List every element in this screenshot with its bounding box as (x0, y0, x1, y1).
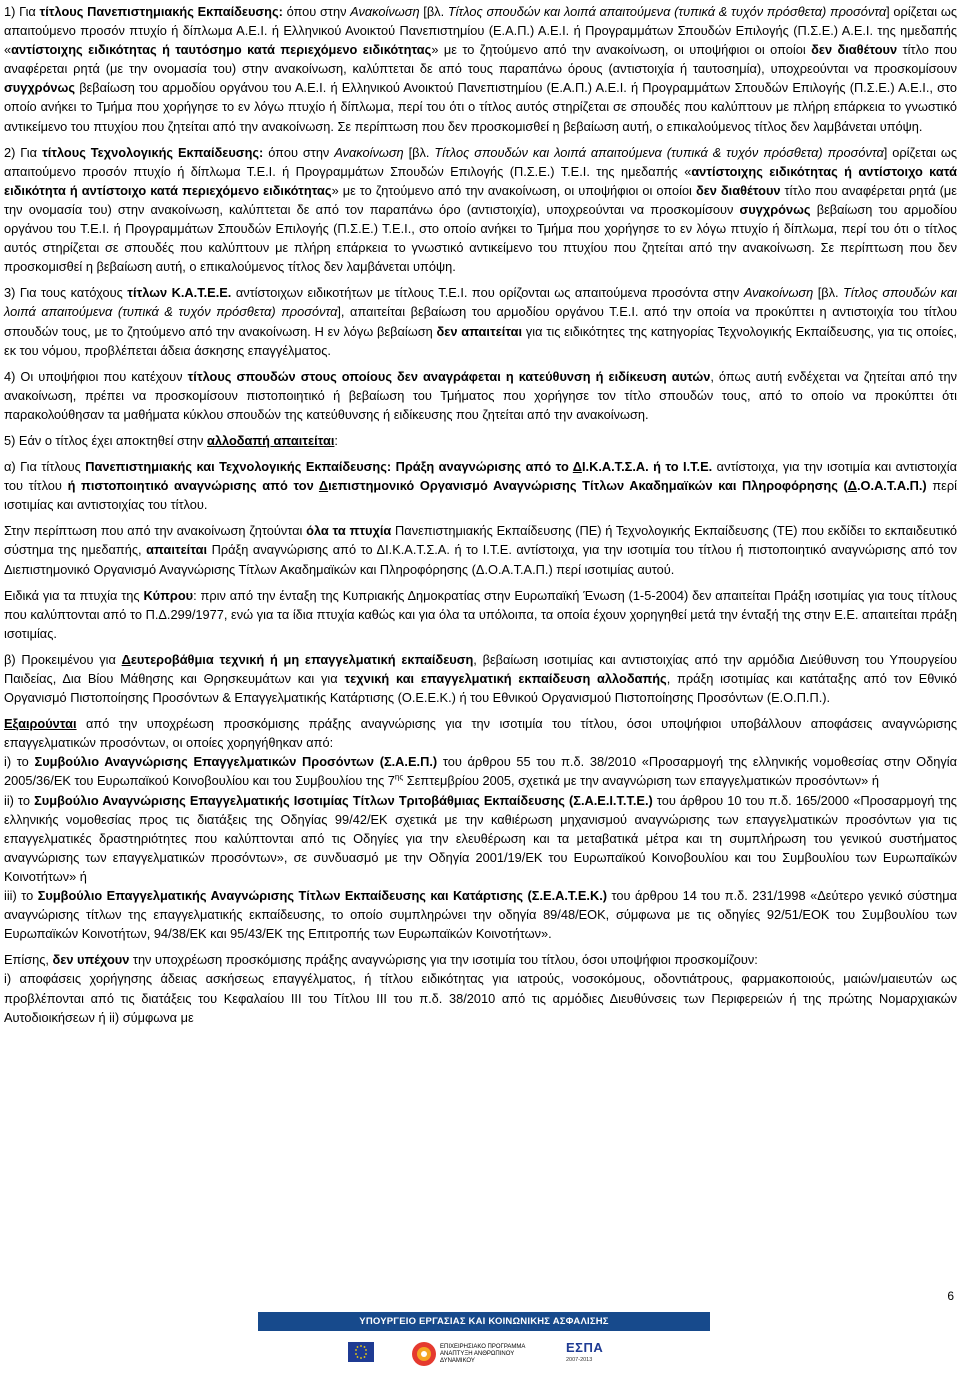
paragraph-saeitte: ii) το Συμβούλιο Αναγνώρισης Επαγγελματικής Ισοτιμίας Τίτλων Τριτοβάθμιας Εκπαίδευσης (Σ.Α.Ε.Ι.Τ.Τ.Ε.) του άρθρου 10 του π.δ. 165/2000 «Προσαρμογή της ελληνικής νομοθεσίας προς τις διατάξεις της Οδηγίας 99/42/ΕΚ σχετικά με την καθιέρωση μηχανισμού αναγνώρισης των επαγγελματικών προσόντων για τις επαγγελματικές δραστηριότητες που καλύπτονται από τις Οδηγίες για την ελευθέρωση και τα μεταβατικά μέτρα και τη συμπλήρωση του γενικού συστήματος αναγνώρισης των επαγγελματικών προσόντων», σε συνδυασμό με την Οδηγία 2001/19/ΕΚ του Ευρωπαϊκού Κοινοβουλίου και του Συμβουλίου των Ευρωπαϊκών Κοινοτήτων» ή (4, 792, 957, 884)
espa-subtitle: 2007-2013 (566, 1357, 593, 1363)
espa-logo (562, 1340, 648, 1368)
epan-logo-icon (410, 1340, 438, 1368)
espa-title: ΕΣΠΑ (566, 1340, 604, 1355)
paragraph-secondary-education: β) Προκειμένου για Δευτεροβάθμια τεχνική ή μη επαγγελματική εκπαίδευση, βεβαίωση ισοτιμίας και αντιστοιχίας από την αρμόδια Διεύθυνση του Υπουργείου Παιδείας, Δια Βίου Μάθησης και Θρησκευμάτων και για τεχνική και επαγγελματική εκπαίδευση αλλοδαπής, πράξη ισοτιμίας και κατάταξης από τον Εθνικό Οργανισμό Πιστοποίησης Προσόντων & Επαγγελματικής Κατάρτισης (Ο.Ε.Ε.Κ.) ή του Εθνικού Οργανισμού Πιστοποίησης Προσόντων (Ε.Ο.Π.Π.). (4, 651, 958, 706)
paragraph-katee-titles: 3) Για τους κατόχους τίτλων Κ.Α.Τ.Ε.Ε. αντίστοιχων ειδικοτήτων με τίτλους Τ.Ε.Ι. που ορίζονται ως απαιτούμενα προσόντα στην Ανακοίνωση [βλ. Τίτλος σπουδών και λοιπά απαιτούμενα (τυπικά & τυχόν πρόσθετα) προσόντα], απαιτείται βεβαίωση του αρμοδίου οργάνου Τ.Ε.Ι. από την οποία να προκύπτει η αντιστοιχία του τίτλου σπουδών τους, με το ζητούμενο από την ανακοίνωση. Η εν λόγω βεβαίωση δεν απαιτείται για τις ειδικότητες της κατηγορίας Τεχνολογικής Εκπαίδευσης, για τις οποίες, εκ του νόμου, προβλέπεται άδεια άσκησης επαγγέλματος. (4, 285, 958, 358)
paragraph-foreign-university: α) Για τίτλους Πανεπιστημιακής και Τεχνολογικής Εκπαίδευσης: Πράξη αναγνώρισης από το ΔΙ.Κ.Α.Τ.Σ.Α. ή το Ι.Τ.Ε. αντίστοιχα, για την ισοτιμία και αντιστοιχία του τίτλου ή πιστοποιητικό αναγνώρισης από τον Διεπιστημονικό Οργανισμό Αναγνώρισης Τίτλων Ακαδημαϊκών και Πληροφόρησης (Δ.Ο.Α.Τ.Α.Π.) περί ισοτιμίας και αντιστοιχίας του τίτλου. (4, 459, 958, 513)
paragraph-university-titles: 1) Για τίτλους Πανεπιστημιακής Εκπαίδευσης: όπου στην Ανακοίνωση [βλ. Τίτλος σπουδών και λοιπά απαιτούμενα (τυπικά & τυχόν πρόσθετα) προσόντα] ορίζεται ως απαιτούμενο προσόν πτυχίο ή δίπλωμα Α.Ε.Ι. ή Ελληνικού Ανοικτού Πανεπιστημίου (Ε.Α.Π.) Α.Ε.Ι. ή Προγραμμάτων Σπουδών Επιλογής (Π.Σ.Ε.) Α.Ε.Ι. της ημεδαπής «αντίστοιχης ειδικότητας ή ταυτόσημο κατά περιεχόμενο ειδικότητας» με το ζητούμενο από την ανακοίνωση, οι υποψήφιοι οι οποίοι δεν διαθέτουν τίτλο που αναφέρεται ρητά (με την ονομασία του) στην ανακοίνωση, καλύπτεται δε από τους παραπάνω όρους (αντιστοιχία ή ταυτοσημία), υποχρεούνται να προσκομίσουν συγχρόνως βεβαίωση του αρμοδίου οργάνου του Α.Ε.Ι. ή Ελληνικού Ανοικτού Πανεπιστημίου (Ε.Α.Π.) Α.Ε.Ι. ή Προγραμμάτων Σπουδών Επιλογής (Π.Σ.Ε.) Α.Ε.Ι., στο οποίο ανήκει το Τμήμα που χορήγησε το εν λόγω πτυχίο ή δίπλωμα, περί του ότι ο τίτλος αυτός στηρίζεται σε σπουδές που καλύπτουν με πλήρη επάρκεια το γνωστικό αντικείμενο του πτυχίου που ζητείται από την ανακοίνωση. Σε περίπτωση που δεν προσκομισθεί η βεβαίωση αυτή, ο επικαλούμενος τίτλος δεν λαμβάνεται υπόψη. (4, 4, 958, 134)
paragraph-seatek: iii) το Συμβούλιο Επαγγελματικής Αναγνώρισης Τίτλων Εκπαίδευσης και Κατάρτισης (Σ.Ε.Α.Τ.Ε.Κ.) του άρθρου 14 του π.δ. 231/1998 «Δεύτερο γενικό σύστημα αναγνώρισης τίτλων της επαγγελματικής εκπαίδευσης, το οποίο συμπληρώνει την οδηγία 89/48/ΕΟΚ, σύμφωνα με τις οδηγίες 92/51/ΕΟΚ του Συμβουλίου των Ευρωπαϊκών Κοινοτήτων, 94/38/ΕΚ και 95/43/ΕΚ της Επιτροπής των Ευρωπαϊκών Κοινοτήτων». (4, 888, 957, 942)
paragraph-saep: i) το Συμβούλιο Αναγνώρισης Επαγγελματικών Προσόντων (Σ.Α.Ε.Π.) του άρθρου 55 του π.δ. 38/2010 «Προσαρμογή της ελληνικής νομοθεσίας στην Οδηγία 2005/36/ΕΚ του Ευρωπαϊκού Κοινοβουλίου και του Συμβουλίου της $7^{\eta\varsigma}$ Σεπτεμβρίου 2005, σχετικά με την αναγνώριση των επαγγελματικών προσόντων» ή (4, 754, 957, 789)
paragraph-cyprus: Ειδικά για τα πτυχία της Κύπρου: πριν από την ένταξη της Κυπριακής Δημοκρατίας στην Ευρωπαϊκή Ένωση (1-5-2004) δεν απαιτείται Πράξη ισοτιμίας για τους τίτλους που καλύπτονται από το Π.Δ.299/1977, ενώ για τα ίδια πτυχία καθώς και για όλα τα υπόλοιπα, τα οποία έχουν χορηγηθεί μετά την ένταξή της στην Ε.Ε. απαιτείται πράξη ισοτιμίας. (4, 587, 957, 641)
document-body (4, 2, 957, 1034)
paragraph-also-exempt: Επίσης, δεν υπέχουν την υποχρέωση προσκόμισης πράξης αναγνώρισης για την ισοτιμία του τίτλου, όσοι υποψήφιοι προσκομίζουν: (4, 952, 758, 968)
footer-logos (330, 1338, 648, 1370)
paragraph-license-decisions: i) αποφάσεις χορήγησης άδειας ασκήσεως επαγγέλματος, ή τίτλου ειδικότητας για ιατρούς, νοσοκόμους, οδοντιάτρους, φαρμακοποιούς, μαιών/μαιευτών ως προβλέπονται από τις διατάξεις του Κεφαλαίου ΙΙΙ του Τίτλου ΙΙΙ του π.δ. 38/2010 από τις αρμόδιες Διευθύνσεις των Περιφερειών ή της πρώτης Νομαρχιακών Αυτοδιοικήσεων ή ii) σύμφωνα με (4, 971, 957, 1025)
paragraph-exemptions: Εξαιρούνται από την υποχρέωση προσκόμισης πράξης αναγνώρισης για την ισοτιμία του τίτλου, όσοι υποψήφιοι υποβάλλουν αποφάσεις αναγνώρισης επαγγελματικών προσόντων, οι οποίες χορηγήθηκαν από: (4, 716, 957, 751)
paragraph-all-degrees: Στην περίπτωση που από την ανακοίνωση ζητούνται όλα τα πτυχία Πανεπιστημιακής Εκπαίδευσης (ΠΕ) ή Τεχνολογικής Εκπαίδευσης (ΤΕ) που εκδίδει το εκπαιδευτικό σύστημα της ημεδαπής, απαιτείται Πράξη αναγνώρισης από το ΔΙ.Κ.Α.Τ.Σ.Α. ή το Ι.Τ.Ε. αντίστοιχα, για την ισοτιμία του τίτλου ή πιστοποιητικό αναγνώρισης από τον Διεπιστημονικό Οργανισμό Αναγνώρισης Τίτλων Ακαδημαϊκών και Πληροφόρησης (Δ.Ο.Α.Τ.Α.Π.) περί ισοτιμίας αυτού. (4, 523, 957, 577)
eu-flag-icon (348, 1342, 374, 1362)
epan-label: ΕΠΙΧΕΙΡΗΣΙΑΚΟ ΠΡΟΓΡΑΜΜΑ ΑΝΑΠΤΥΞΗ ΑΝΘΡΩΠΙΝΟΥ ΔΥΝΑΜΙΚΟΥ (440, 1344, 526, 1364)
paragraph-foreign-title: 5) Εάν ο τίτλος έχει αποκτηθεί στην αλλοδαπή απαιτείται: (4, 432, 338, 448)
paragraph-specialization: 4) Οι υποψήφιοι που κατέχουν τίτλους σπουδών στους οποίους δεν αναγράφεται η κατεύθυνση ή ειδίκευση αυτών, όπως αυτή ενδέχεται να ζητείται από την ανακοίνωση, πρέπει να προσκομίσουν πιστοποιητικό ή βεβαίωση του Τμήματος που χορήγησε τον τίτλο σπουδών τους, από το οποίο να προκύπτει ότι παρακολούθησαν τα μαθήματα κύκλου σπουδών της κατεύθυνσης ή ειδίκευσης που ζητείται από την ανακοίνωση. (4, 368, 957, 422)
paragraph-technological-titles: 2) Για τίτλους Τεχνολογικής Εκπαίδευσης: όπου στην Ανακοίνωση [βλ. Τίτλος σπουδών και λοιπά απαιτούμενα (τυπικά & τυχόν πρόσθετα) προσόντα] ορίζεται ως απαιτούμενο προσόν πτυχίο ή δίπλωμα Τ.Ε.Ι. ή Προγραμμάτων Σπουδών Επιλογής (Π.Σ.Ε.) Τ.Ε.Ι. της ημεδαπής «αντίστοιχης ειδικότητας ή αντίστοιχο κατά ειδικότητα ή αντίστοιχο κατά περιεχόμενο ειδικότητας» με το ζητούμενο από την ανακοίνωση, οι υποψήφιοι οι οποίοι δεν διαθέτουν τίτλο που αναφέρεται ρητά (με την ονομασία του) στην ανακοίνωση, καλύπτεται δε από τον παραπάνω όρο (αντιστοιχία), υποχρεούνται να προσκομίσουν συγχρόνως βεβαίωση του αρμοδίου οργάνου του Τ.Ε.Ι. ή Προγραμμάτων Σπουδών Επιλογής (Π.Σ.Ε.) Τ.Ε.Ι., στο οποίο ανήκει το Τμήμα που χορήγησε το εν λόγω πτυχίο ή δίπλωμα, περί του ότι ο τίτλος αυτός στηρίζεται σε σπουδές που καλύπτουν με πλήρη επάρκεια το γνωστικό αντικείμενο του πτυχίου που ζητείται από την ανακοίνωση. Σε περίπτωση που δεν προσκομισθεί η βεβαίωση αυτή, ο επικαλούμενος τίτλος δεν λαμβάνεται υπόψη. (4, 144, 958, 275)
page-number: 6 (947, 1289, 954, 1303)
ministry-banner: ΥΠΟΥΡΓΕΙΟ ΕΡΓΑΣΙΑΣ ΚΑΙ ΚΟΙΝΩΝΙΚΗΣ ΑΣΦΑΛΙΣΗΣ (258, 1312, 710, 1331)
